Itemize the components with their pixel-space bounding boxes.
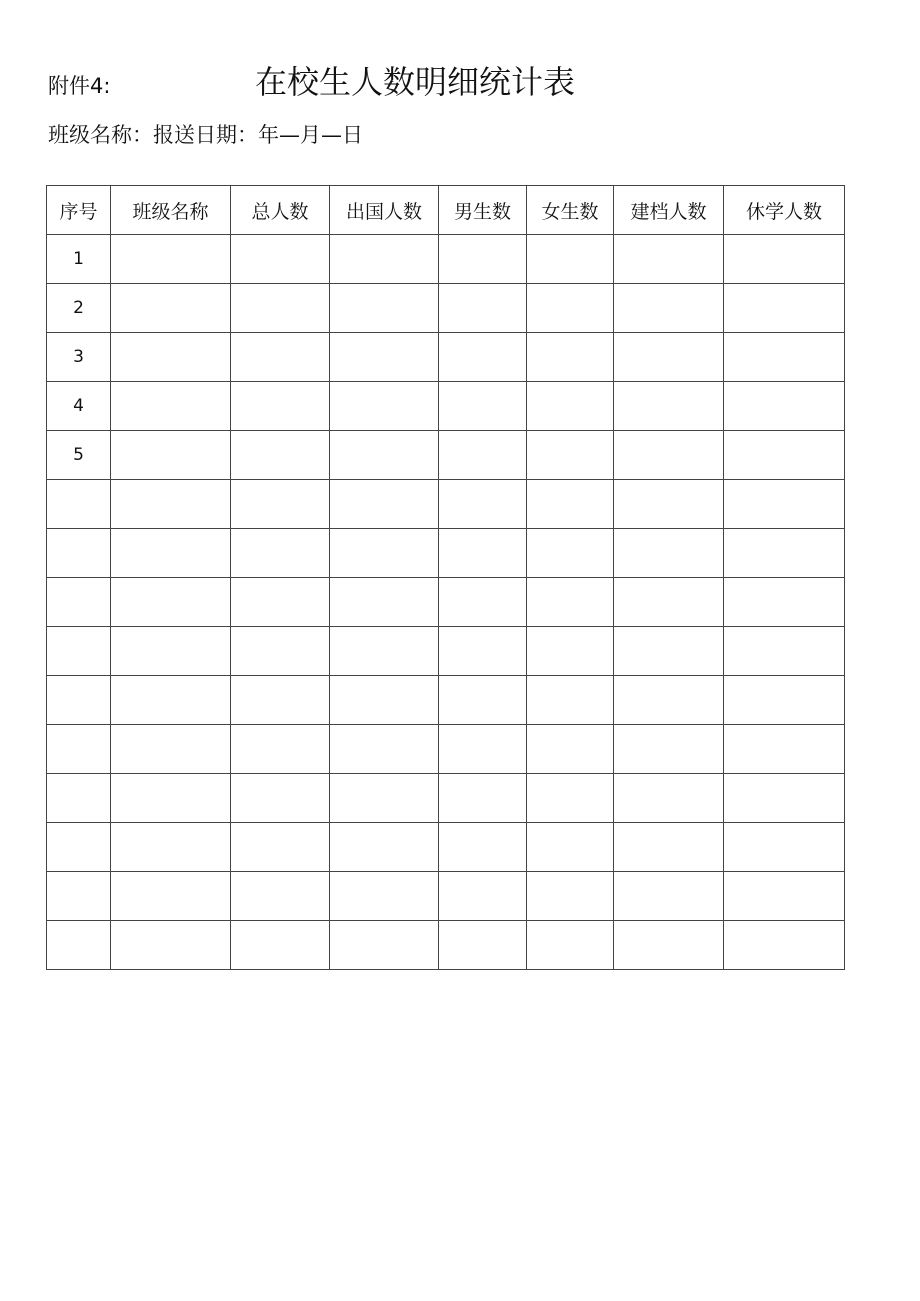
table-cell[interactable] (330, 872, 439, 921)
table-cell[interactable] (111, 480, 231, 529)
table-cell[interactable] (439, 235, 527, 284)
table-cell[interactable] (231, 725, 330, 774)
table-cell[interactable] (614, 578, 724, 627)
table-cell[interactable] (111, 235, 231, 284)
table-row (47, 333, 845, 382)
column-header-suspended: 休学人数 (724, 186, 845, 235)
table-cell[interactable] (111, 823, 231, 872)
table-row (47, 725, 845, 774)
table-cell[interactable] (614, 872, 724, 921)
table-cell[interactable] (111, 284, 231, 333)
table-cell[interactable] (330, 627, 439, 676)
table-cell[interactable] (439, 578, 527, 627)
table-cell[interactable] (439, 627, 527, 676)
table-cell[interactable] (111, 921, 231, 970)
table-cell[interactable] (724, 480, 845, 529)
table-cell[interactable] (111, 627, 231, 676)
table-cell[interactable] (724, 284, 845, 333)
table-cell[interactable] (527, 235, 614, 284)
table-cell[interactable] (111, 725, 231, 774)
table-cell[interactable] (330, 676, 439, 725)
table-cell[interactable] (724, 823, 845, 872)
table-cell[interactable] (231, 431, 330, 480)
table-cell[interactable] (614, 480, 724, 529)
table-cell[interactable] (330, 921, 439, 970)
table-row (47, 284, 845, 333)
serial-number-cell: 4 (47, 382, 111, 431)
table-cell[interactable] (231, 774, 330, 823)
serial-number-cell: 5 (47, 431, 111, 480)
table-cell[interactable] (330, 431, 439, 480)
table-cell[interactable] (231, 382, 330, 431)
table-cell[interactable] (614, 823, 724, 872)
table-cell[interactable] (231, 676, 330, 725)
table-header-row (47, 186, 845, 235)
student-count-table (46, 185, 845, 970)
table-cell[interactable] (111, 578, 231, 627)
table-row (47, 627, 845, 676)
table-cell[interactable] (111, 382, 231, 431)
table-cell[interactable] (527, 382, 614, 431)
serial-number-cell (47, 921, 111, 970)
serial-number-cell (47, 627, 111, 676)
table-row (47, 872, 845, 921)
table-cell[interactable] (724, 235, 845, 284)
table-cell[interactable] (527, 627, 614, 676)
column-header-serial: 序号 (47, 186, 111, 235)
table-cell[interactable] (527, 480, 614, 529)
table-cell[interactable] (724, 578, 845, 627)
table-cell[interactable] (724, 921, 845, 970)
table-cell[interactable] (111, 676, 231, 725)
document-title: 在校生人数明细统计表 (255, 63, 576, 101)
table-row (47, 676, 845, 725)
table-cell[interactable] (527, 431, 614, 480)
table-cell[interactable] (330, 382, 439, 431)
table-cell[interactable] (439, 725, 527, 774)
column-header-total: 总人数 (231, 186, 330, 235)
table-cell[interactable] (439, 382, 527, 431)
table-row (47, 823, 845, 872)
table-row (47, 578, 845, 627)
table-cell[interactable] (111, 529, 231, 578)
table-cell[interactable] (231, 627, 330, 676)
table-cell[interactable] (439, 284, 527, 333)
table-cell[interactable] (231, 480, 330, 529)
table-cell[interactable] (724, 872, 845, 921)
table-cell[interactable] (231, 823, 330, 872)
table-cell[interactable] (527, 578, 614, 627)
table-cell[interactable] (439, 529, 527, 578)
table-cell[interactable] (614, 382, 724, 431)
table-cell[interactable] (330, 480, 439, 529)
table-cell[interactable] (111, 872, 231, 921)
table-cell[interactable] (614, 676, 724, 725)
table-cell[interactable] (439, 774, 527, 823)
table-row (47, 431, 845, 480)
column-header-filed: 建档人数 (614, 186, 724, 235)
table-cell[interactable] (439, 333, 527, 382)
table-cell[interactable] (614, 921, 724, 970)
table-cell[interactable] (231, 235, 330, 284)
table-cell[interactable] (527, 676, 614, 725)
table-row (47, 382, 845, 431)
table-row (47, 921, 845, 970)
class-name-report-date-line: 班级名称：报送日期：年—月—日 (48, 123, 363, 147)
table-row (47, 529, 845, 578)
table-cell[interactable] (439, 921, 527, 970)
table-cell[interactable] (111, 431, 231, 480)
table-cell[interactable] (614, 774, 724, 823)
table-cell[interactable] (724, 676, 845, 725)
column-header-male: 男生数 (439, 186, 527, 235)
table-cell[interactable] (330, 774, 439, 823)
table-cell[interactable] (231, 921, 330, 970)
table-cell[interactable] (231, 578, 330, 627)
serial-number-cell: 1 (47, 235, 111, 284)
serial-number-cell (47, 480, 111, 529)
table-cell[interactable] (330, 333, 439, 382)
table-cell[interactable] (527, 921, 614, 970)
table-cell[interactable] (527, 284, 614, 333)
table-cell[interactable] (614, 333, 724, 382)
table-cell[interactable] (330, 823, 439, 872)
table-cell[interactable] (724, 627, 845, 676)
column-header-female: 女生数 (527, 186, 614, 235)
table-cell[interactable] (614, 235, 724, 284)
table-row (47, 235, 845, 284)
serial-number-cell: 3 (47, 333, 111, 382)
table-cell[interactable] (330, 725, 439, 774)
table-cell[interactable] (439, 480, 527, 529)
table-cell[interactable] (527, 823, 614, 872)
serial-number-cell (47, 774, 111, 823)
table-body (47, 235, 845, 970)
table-cell[interactable] (231, 284, 330, 333)
table-cell[interactable] (527, 725, 614, 774)
table-cell[interactable] (614, 725, 724, 774)
serial-number-cell (47, 823, 111, 872)
table-cell[interactable] (527, 333, 614, 382)
table-cell[interactable] (724, 774, 845, 823)
table-cell[interactable] (724, 333, 845, 382)
table-row (47, 774, 845, 823)
table-cell[interactable] (614, 284, 724, 333)
column-header-abroad: 出国人数 (330, 186, 439, 235)
serial-number-cell (47, 725, 111, 774)
table-cell[interactable] (439, 676, 527, 725)
serial-number-cell (47, 529, 111, 578)
table-cell[interactable] (330, 284, 439, 333)
attachment-label: 附件4: (48, 74, 111, 98)
table-cell[interactable] (724, 725, 845, 774)
table-cell[interactable] (231, 333, 330, 382)
table-cell[interactable] (111, 333, 231, 382)
serial-number-cell: 2 (47, 284, 111, 333)
table-cell[interactable] (724, 431, 845, 480)
table-cell[interactable] (527, 529, 614, 578)
table-cell[interactable] (614, 431, 724, 480)
table-row (47, 480, 845, 529)
table-cell[interactable] (330, 529, 439, 578)
serial-number-cell (47, 872, 111, 921)
table-cell[interactable] (330, 578, 439, 627)
table-cell[interactable] (231, 872, 330, 921)
table-cell[interactable] (724, 529, 845, 578)
table-cell[interactable] (439, 823, 527, 872)
table-cell[interactable] (330, 235, 439, 284)
table-cell[interactable] (439, 431, 527, 480)
serial-number-cell (47, 578, 111, 627)
serial-number-cell (47, 676, 111, 725)
column-header-class-name: 班级名称 (111, 186, 231, 235)
table-cell[interactable] (614, 627, 724, 676)
table-cell[interactable] (439, 872, 527, 921)
table-cell[interactable] (111, 774, 231, 823)
table-cell[interactable] (724, 382, 845, 431)
table-cell[interactable] (614, 529, 724, 578)
table-cell[interactable] (231, 529, 330, 578)
table-cell[interactable] (527, 872, 614, 921)
table-cell[interactable] (527, 774, 614, 823)
